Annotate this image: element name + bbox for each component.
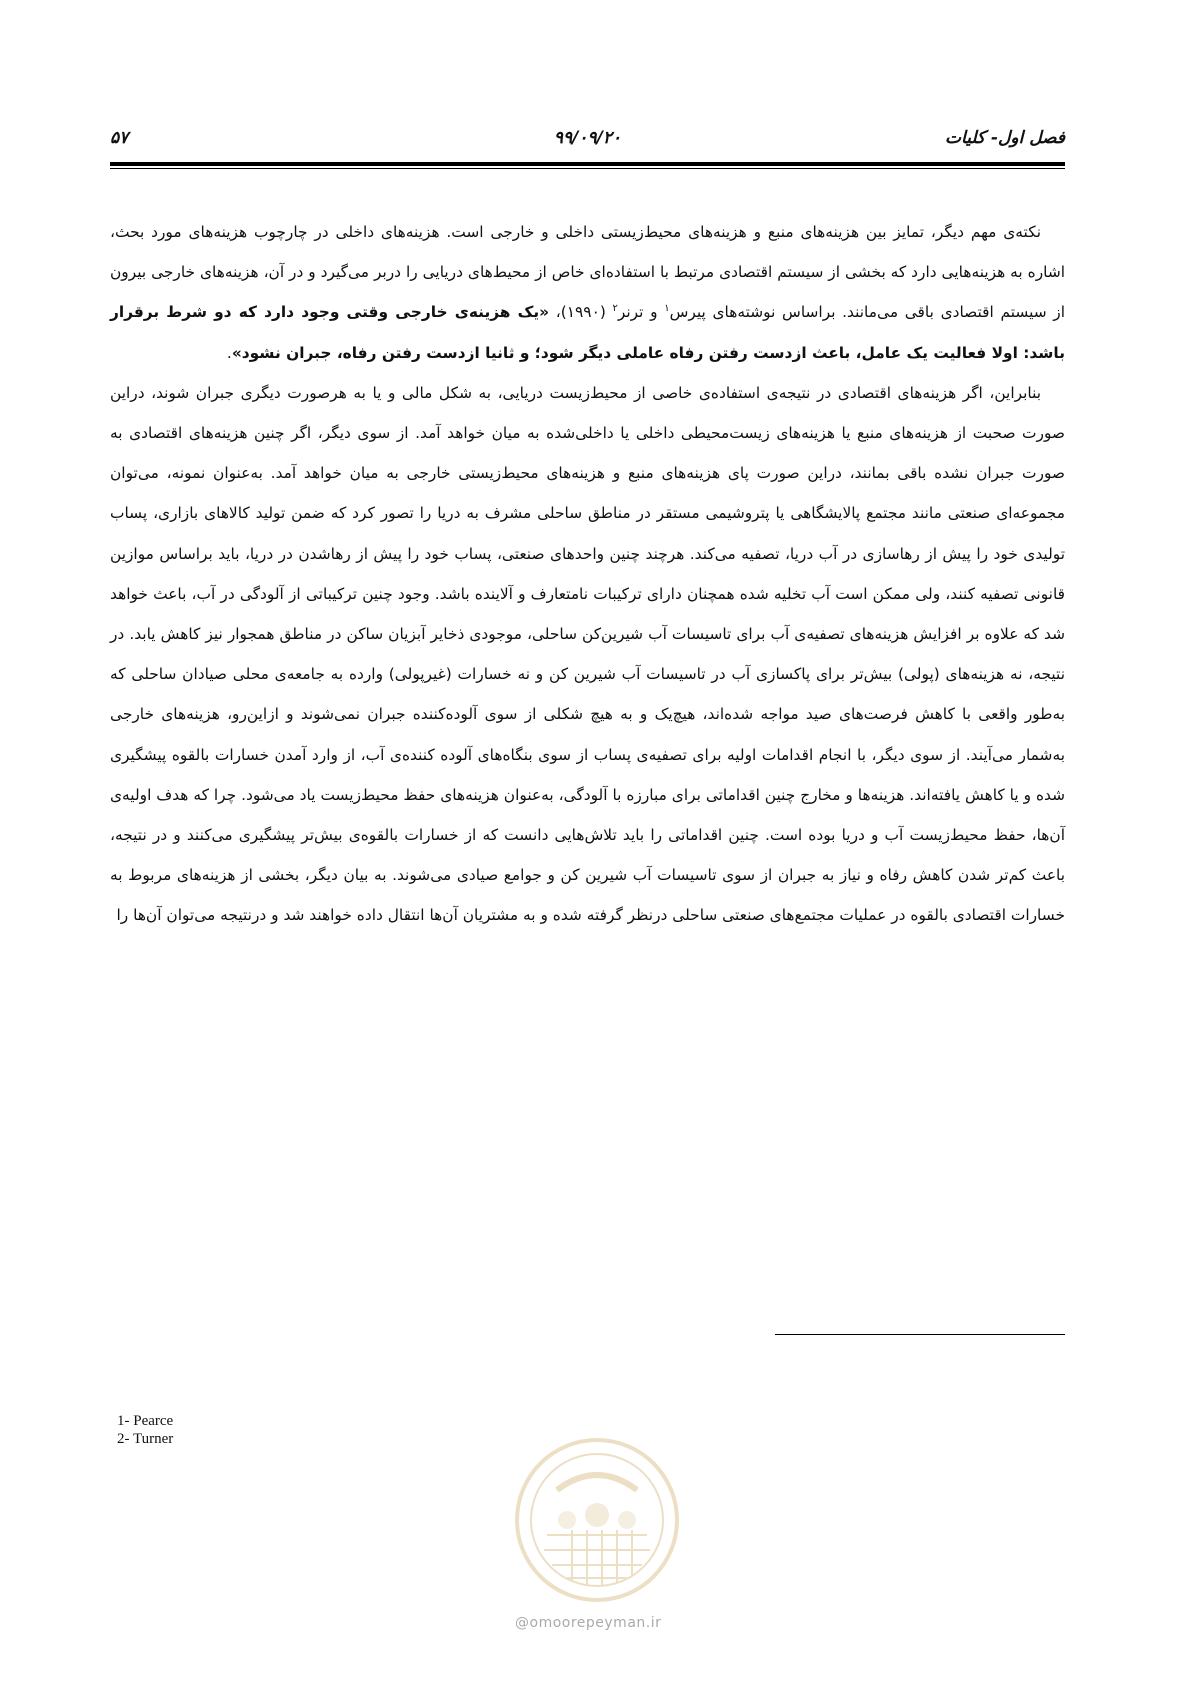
watermark-url: @omoorepeyman.ir xyxy=(515,1615,662,1631)
page-number: ۵۷ xyxy=(110,128,129,148)
body-text xyxy=(110,212,1065,936)
paragraph-2: بنابراین، اگر هزینه‌های اقتصادی در نتیجه‌ی استفاده‌ی خاصی از محیط‌زیست دریایی، به شکل مالی و یا به هرصورت دیگری جبران شوند، دراین صورت صحبت از هزینه‌های منبع یا هزینه‌های زیست‌محیطی داخلی یا داخلی‌شده به میان خواهد آمد. از سوی دیگر، اگر چنین هزینه‌های اقتصادی به صورت جبران نشده باقی بمانند، دراین صورت پای هزینه‌های منبع و هزینه‌های محیط‌زیستی خارجی به میان خواهد آمد. به‌عنوان نمونه، می‌توان مجموعه‌ای صنعتی مانند مجتمع پالایشگاهی یا پتروشیمی مستقر در مناطق ساحلی مشرف به دریا را تصور کرد که ضمن تولید کالاهای بازاری، پساب تولیدی خود را پیش از رهاسازی در آب دریا، تصفیه می‌کند. هرچند چنین واحدهای صنعتی، پساب خود را پیش از رهاشدن در دریا، باید براساس موازین قانونی تصفیه کنند، ولی ممکن است آب تخلیه شده همچنان دارای ترکیبات نامتعارف و آلاینده باشد. وجود چنین ترکیباتی از آلودگی در آب، باعث خواهد شد که علاوه بر افزایش هزینه‌های تصفیه‌ی آب برای تاسیسات آب شیرین‌کن ساحلی، موجودی ذخایر آبزیان ساکن در مناطق همجوار نیز کاهش یابد. در نتیجه، نه هزینه‌های (پولی) بیش‌تر برای پاکسازی آب در تاسیسات آب شیرین کن و نه خسارات (غیرپولی) وارده به جامعه‌ی محلی صیادان ساحلی که به‌طور واقعی با کاهش فرصت‌های صید مواجه شده‌اند، هیچ‌یک و به هیچ شکلی از سوی آلوده‌کننده جبران نمی‌شوند و ازاین‌رو، هزینه‌های خارجی به‌شمار می‌آیند. از سوی دیگر، با انجام اقدامات اولیه برای تصفیه‌ی پساب از سوی بنگاه‌های آلوده کننده‌ی آب، از وارد آمدن خسارات بالقوه پیشگیری شده و یا کاهش یافته‌اند. هزینه‌ها و مخارج چنین اقداماتی برای مبارزه با آلودگی، به‌عنوان هزینه‌های حفظ محیط‌زیست یاد می‌شود. چرا که هدف اولیه‌ی آن‌ها، حفظ محیط‌زیست آب و دریا بوده است. چنین اقداماتی را باید تلاش‌هایی دانست که از خسارات بالقوه‌ی بیش‌تر پیشگیری می‌کنند و در نتیجه، باعث کم‌تر شدن کاهش رفاه و نیاز به جبران از سوی تاسیسات آب شیرین کن و جوامع صیادی می‌شوند. به بیان دیگر، بخشی از هزینه‌های مربوط به خسارات اقتصادی بالقوه در عملیات مجتمع‌های صنعتی ساحلی درنظر گرفته شده و به مشتریان آن‌ها انتقال داده خواهند شد و درنتیجه می‌توان آن‌ها را xyxy=(110,383,1065,925)
paragraph-1 xyxy=(110,212,1065,373)
paragraph-1-text: نکته‌ی مهم دیگر، تمایز بین هزینه‌های منبع و هزینه‌های محیط‌زیستی داخلی و خارجی است. هزینه‌های داخلی در چارچوب هزینه‌های مورد بحث، اشاره به هزینه‌هایی دارد که بخشی از سیستم اقتصادی مرتبط با استفاده‌ای خاص از محیط‌های دریایی را دربر می‌گیرد و در آن، هزینه‌های خارجی بیرون از سیستم اقتصادی باقی می‌مانند. براساس نوشته‌های پیرس xyxy=(110,223,1065,322)
paragraph-1-end: . xyxy=(226,343,232,362)
header-date: ۹۹/۰۹/۲۰ xyxy=(553,128,622,148)
footnote-ref-2: ۲ xyxy=(612,303,618,315)
watermark-logo-icon xyxy=(512,1435,682,1605)
paragraph-1-mid: و ترنر xyxy=(617,303,665,322)
citation-year: (۱۹۹۰)، xyxy=(549,303,613,322)
footnote-2: 2- Turner xyxy=(117,1431,174,1447)
quoted-definition: «یک هزینه‌ی خارجی وقتی وجود دارد که دو شرط برقرار باشد: اولا فعالیت یک عامل، باعث ازدست رفتن رفاه عاملی دیگر شود؛ و ثانیا ازدست رفتن رفاه، جبران نشود» xyxy=(110,303,1065,362)
header-rule-thin xyxy=(110,168,1065,169)
page-header xyxy=(110,128,1065,156)
header-rule-thick xyxy=(110,162,1065,166)
footnote-1: 1- Pearce xyxy=(117,1413,174,1429)
footnote-separator xyxy=(775,1334,1065,1335)
chapter-title: فصل اول- کلیات xyxy=(945,128,1065,148)
footnote-ref-1: ۱ xyxy=(664,303,670,315)
footnotes xyxy=(117,1412,173,1448)
